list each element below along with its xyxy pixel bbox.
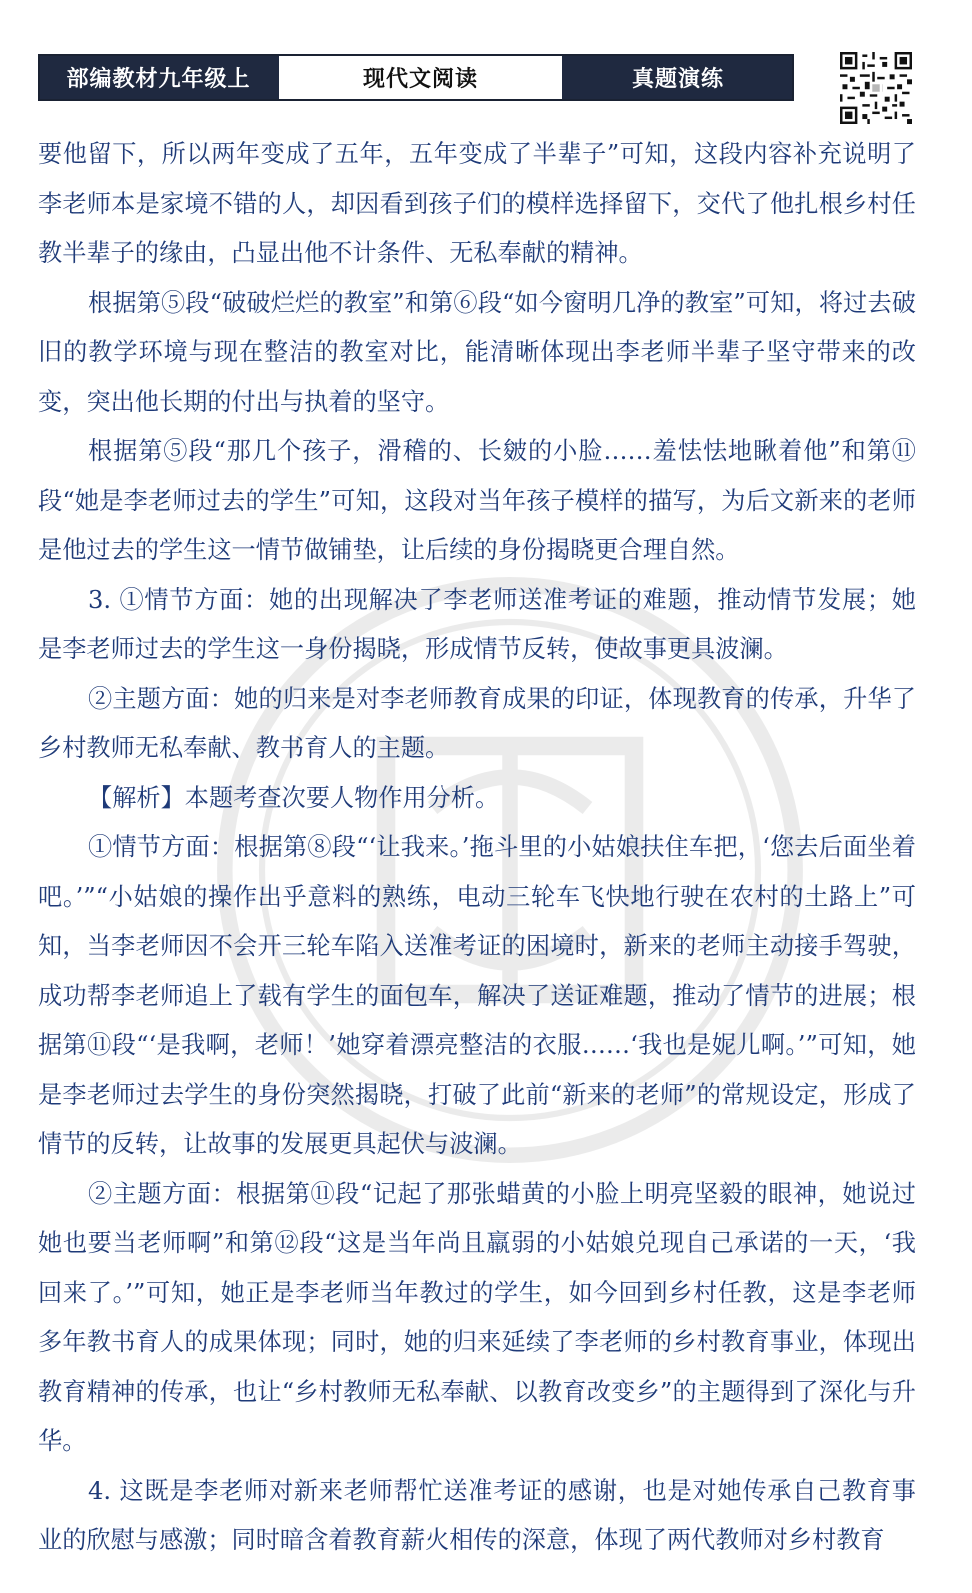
qr-code-icon — [840, 52, 912, 124]
section-label: 现代文阅读 — [277, 56, 564, 99]
paragraph: ②主题方面：她的归来是对李老师教育成果的印证，体现教育的传承，升华了乡村教师无私奉献、教书育人的主题。 — [38, 684, 916, 762]
paragraph: 根据第⑤段“破破烂烂的教室”和第⑥段“如今窗明几净的教室”可知，将过去破旧的教学环境与现在整洁的教室对比，能清晰体现出李老师半辈子坚守带来的改变，突出他长期的付出与执着的坚守。 — [38, 288, 916, 416]
answer-content — [38, 130, 916, 1566]
analysis-heading: 【解析】本题考查次要人物作用分析。 — [88, 783, 500, 812]
exercise-label: 真题演练 — [564, 56, 792, 99]
paragraph: ②主题方面：根据第⑪段“记起了那张蜡黄的小脸上明亮坚毅的眼神，她说过她也要当老师啊”和第⑫段“这是当年尚且羸弱的小姑娘兑现自己承诺的一天，‘我回来了。’”可知，她正是李老师当年教过的学生，如今回到乡村任教，这是李老师多年教书育人的成果体现；同时，她的归来延续了李老师的乡村教育事业，体现出教育精神的传承，也让“乡村教师无私奉献、以教育改变乡”的主题得到了深化与升华。 — [38, 1179, 916, 1455]
grade-label: 部编教材九年级上 — [40, 56, 277, 99]
header-bar — [38, 54, 794, 101]
paragraph: 3. ①情节方面：她的出现解决了李老师送准考证的难题，推动情节发展；她是李老师过去的学生这一身份揭晓，形成情节反转，使故事更具波澜。 — [38, 585, 916, 663]
paragraph: 要他留下，所以两年变成了五年，五年变成了半辈子”可知，这段内容补充说明了李老师本是家境不错的人，却因看到孩子们的模样选择留下，交代了他扎根乡村任教半辈子的缘由，凸显出他不计条件、无私奉献的精神。 — [38, 140, 916, 267]
paragraph: 4. 这既是李老师对新来老师帮忙送准考证的感谢，也是对她传承自己教育事业的欣慰与感激；同时暗含着教育薪火相传的深意，体现了两代教师对乡村教育 — [38, 1476, 916, 1554]
paragraph: ①情节方面：根据第⑧段“‘让我来。’拖斗里的小姑娘扶住车把，‘您去后面坐着吧。’”“小姑娘的操作出乎意料的熟练，电动三轮车飞快地行驶在农村的土路上”可知，当李老师因不会开三轮车陷入送准考证的困境时，新来的老师主动接手驾驶，成功帮李老师追上了载有学生的面包车，解决了送证难题，推动了情节的进展；根据第⑪段“‘是我啊，老师！’她穿着漂亮整洁的衣服……‘我也是妮儿啊。’”可知，她是李老师过去学生的身份突然揭晓，打破了此前“新来的老师”的常规设定，形成了情节的反转，让故事的发展更具起伏与波澜。 — [38, 833, 916, 1158]
paragraph: 根据第⑤段“那几个孩子，滑稽的、长皴的小脸……羞怯怯地瞅着他”和第⑪段“她是李老师过去的学生”可知，这段对当年孩子模样的描写，为后文新来的老师是他过去的学生这一情节做铺垫，让后续的身份揭晓更合理自然。 — [38, 437, 916, 564]
